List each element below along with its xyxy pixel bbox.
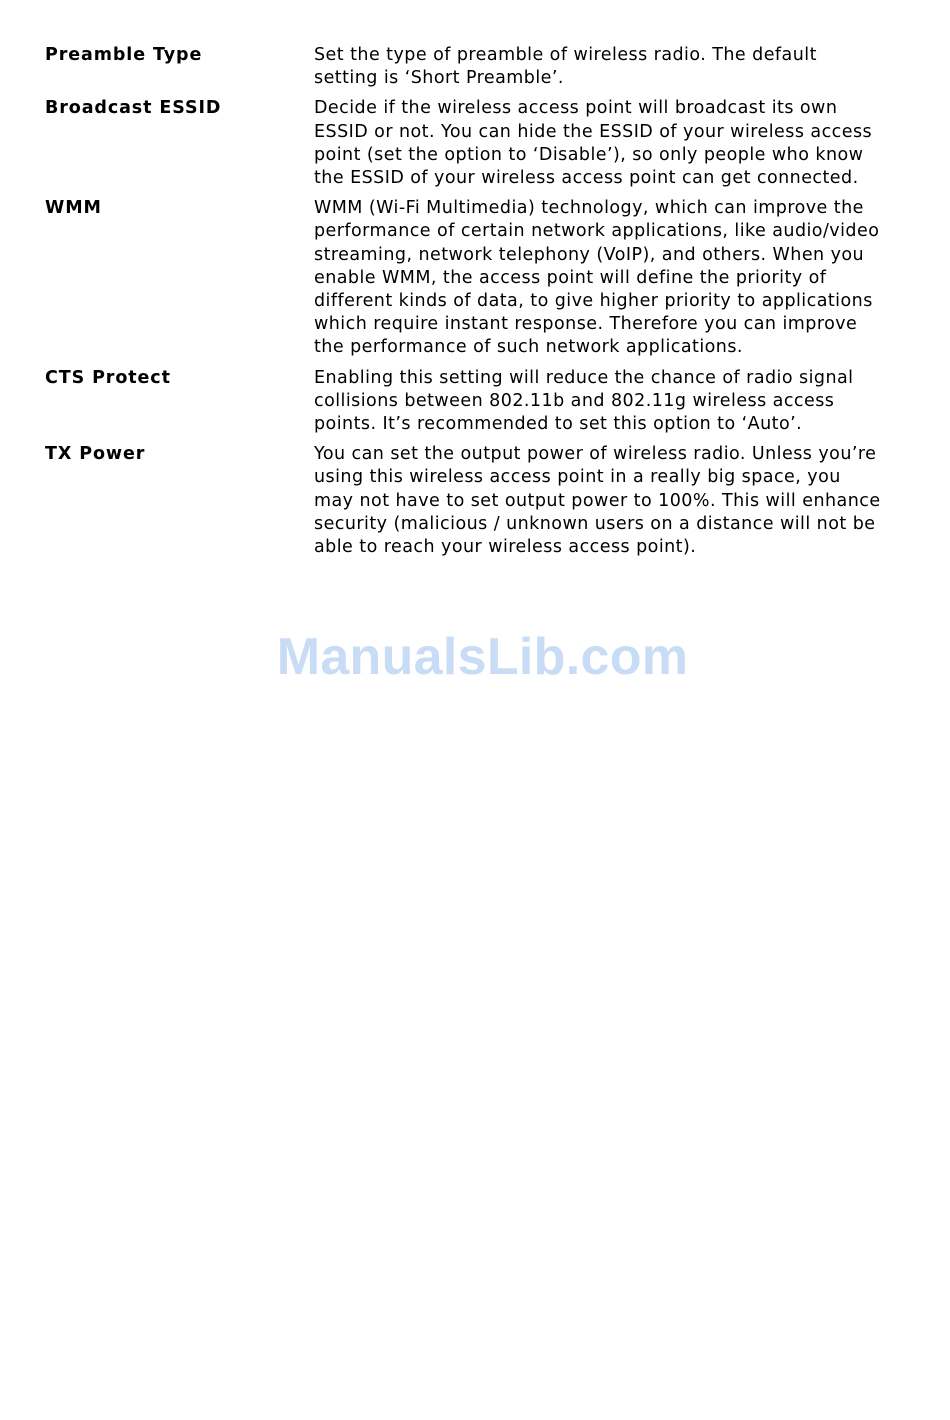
- definition-description: [314, 443, 915, 559]
- description-line: Decide if the wireless access point will broadcast its own: [314, 98, 838, 119]
- watermark: ManualsLib.com: [276, 628, 689, 686]
- definition-term: Preamble Type: [45, 45, 203, 65]
- description-line: You can set the output power of wireless radio. Unless you’re: [314, 444, 877, 465]
- description-line: performance of certain network applications, like audio/video: [314, 221, 880, 242]
- definition-term: CTS Protect: [45, 367, 171, 388]
- definition-description: [314, 367, 915, 437]
- description-line: collisions between 802.11b and 802.11g wireless access: [314, 390, 835, 411]
- description-line: setting is ‘Short Preamble’.: [314, 68, 564, 89]
- description-line: able to reach your wireless access point).: [314, 537, 697, 558]
- description-line: which require instant response. Therefore you can improve: [314, 314, 858, 335]
- description-line: the performance of such network applications.: [314, 337, 743, 358]
- definition-list: [45, 44, 915, 566]
- description-line: may not have to set output power to 100%. This will enhance: [314, 490, 881, 511]
- definition-description: [314, 44, 915, 90]
- definition-term: Broadcast ESSID: [45, 98, 222, 119]
- definition-row-wmm: [45, 197, 915, 359]
- description-line: enable WMM, the access point will define the priority of: [314, 267, 827, 288]
- definition-row-tx-power: [45, 443, 915, 559]
- definition-row-preamble-type: [45, 44, 915, 90]
- description-line: Enabling this setting will reduce the chance of radio signal: [314, 367, 854, 388]
- definition-description: [314, 197, 915, 359]
- definition-description: [314, 97, 915, 190]
- definition-row-cts-protect: [45, 367, 915, 437]
- definition-term: WMM: [45, 198, 102, 219]
- description-line: Set the type of preamble of wireless radio. The default: [314, 45, 817, 65]
- description-line: security (malicious / unknown users on a distance will not be: [314, 513, 876, 534]
- description-line: the ESSID of your wireless access point can get connected.: [314, 168, 859, 189]
- description-line: different kinds of data, to give higher priority to applications: [314, 291, 873, 312]
- description-line: point (set the option to ‘Disable’), so only people who know: [314, 144, 864, 165]
- description-line: streaming, network telephony (VoIP), and others. When you: [314, 244, 865, 265]
- description-line: using this wireless access point in a really big space, you: [314, 467, 841, 488]
- description-line: WMM (Wi-Fi Multimedia) technology, which can improve the: [314, 198, 864, 219]
- definition-term: TX Power: [45, 444, 146, 465]
- definition-row-broadcast-essid: [45, 97, 915, 190]
- description-line: points. It’s recommended to set this option to ‘Auto’.: [314, 414, 803, 435]
- description-line: ESSID or not. You can hide the ESSID of your wireless access: [314, 121, 873, 142]
